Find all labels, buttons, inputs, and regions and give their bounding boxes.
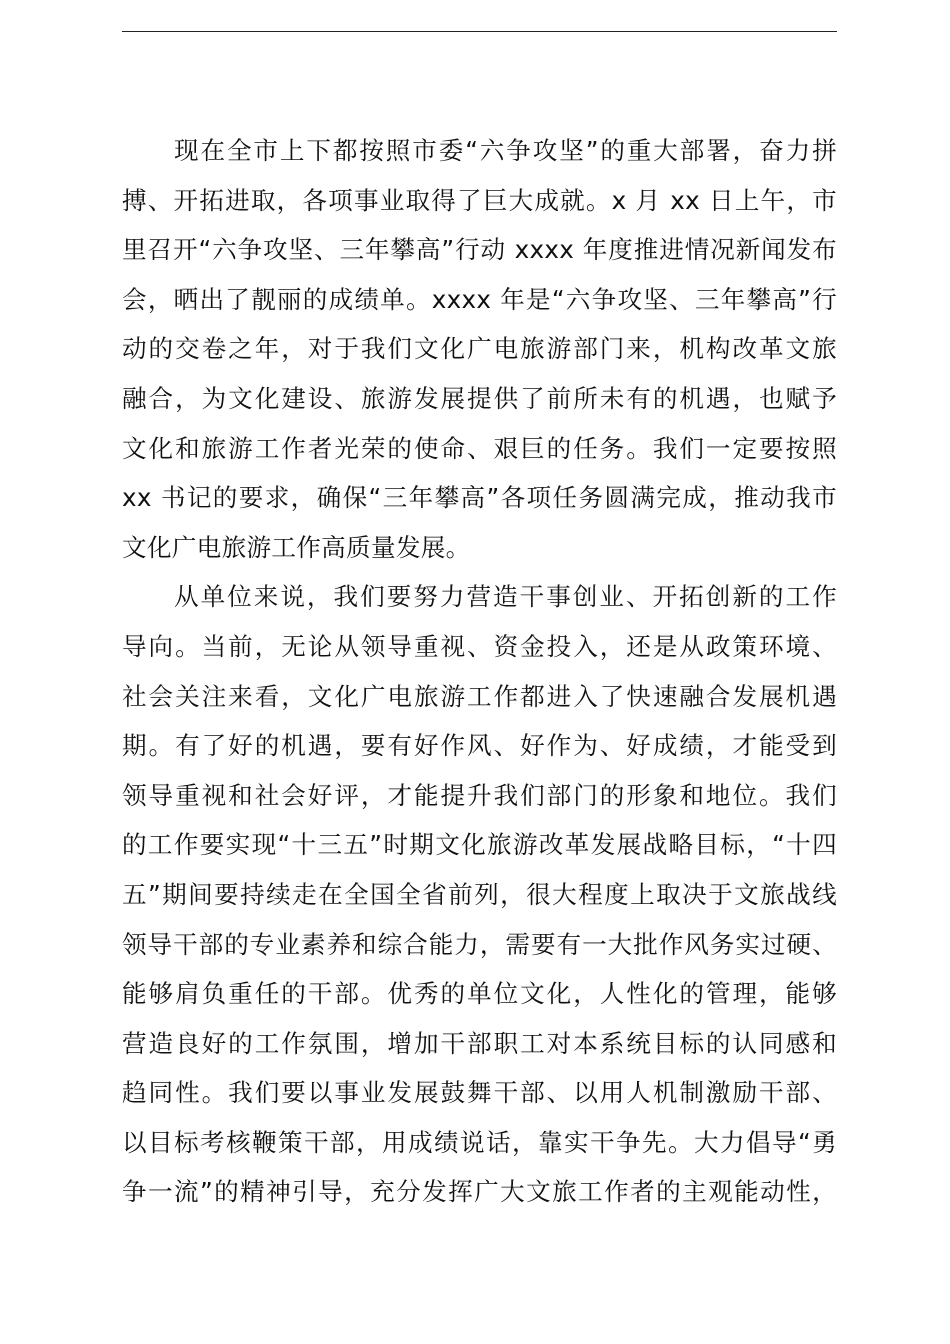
paragraph-2-line-4: 期。有了好的机遇，要有好作风、好作为、好成绩，才能受到 [122, 731, 837, 761]
paragraph-1-line-6: 融合，为文化建设、旅游发展提供了前所未有的机遇，也赋予 [122, 383, 837, 413]
paragraph-2-line-3: 社会关注来看，文化广电旅游工作都进入了快速融合发展机遇 [122, 681, 837, 711]
paragraph-2-line-7: 五”期间要持续走在全国全省前列，很大程度上取决于文旅战线 [122, 879, 837, 909]
paragraph-1-line-7: 文化和旅游工作者光荣的使命、艰巨的任务。我们一定要按照 [122, 433, 837, 463]
paragraph-1-line-5: 动的交卷之年，对于我们文化广电旅游部门来，机构改革文旅 [122, 334, 837, 364]
paragraph-2-line-12: 以目标考核鞭策干部，用成绩说话，靠实干争先。大力倡导“勇 [122, 1127, 837, 1157]
paragraph-1-line-8: xx 书记的要求，确保“三年攀高”各项任务圆满完成，推动我市 [122, 483, 837, 513]
paragraph-2-line-8: 领导干部的专业素养和综合能力，需要有一大批作风务实过硬、 [122, 929, 837, 959]
paragraph-2-line-6: 的工作要实现“十三五”时期文化旅游改革发展战略目标，“十四 [122, 830, 837, 860]
header-rule [122, 31, 837, 32]
paragraph-2-line-1: 从单位来说，我们要努力营造干事创业、开拓创新的工作 [174, 582, 837, 612]
paragraph-2-line-13: 争一流”的精神引导，充分发挥广大文旅工作者的主观能动性， [122, 1177, 837, 1207]
paragraph-1-line-9: 文化广电旅游工作高质量发展。 [122, 532, 471, 562]
paragraph-1-line-1: 现在全市上下都按照市委“六争攻坚”的重大部署，奋力拼 [174, 136, 837, 165]
paragraph-1-line-4: 会，晒出了靓丽的成绩单。xxxx 年是“六争攻坚、三年攀高”行 [122, 284, 837, 314]
paragraph-1-line-2: 搏、开拓进取，各项事业取得了巨大成就。x 月 xx 日上午，市 [122, 185, 837, 215]
paragraph-2-line-11: 趋同性。我们要以事业发展鼓舞干部、以用人机制激励干部、 [122, 1078, 837, 1108]
paragraph-2-line-5: 领导重视和社会好评，才能提升我们部门的形象和地位。我们 [122, 780, 837, 810]
paragraph-2-line-10: 营造良好的工作氛围，增加干部职工对本系统目标的认同感和 [122, 1028, 837, 1058]
paragraph-1-line-3: 里召开“六争攻坚、三年攀高”行动 xxxx 年度推进情况新闻发布 [122, 235, 837, 265]
paragraph-2-line-9: 能够肩负重任的干部。优秀的单位文化，人性化的管理，能够 [122, 979, 837, 1009]
body-text [122, 126, 837, 1217]
paragraph-2-line-2: 导向。当前，无论从领导重视、资金投入，还是从政策环境、 [122, 631, 837, 661]
